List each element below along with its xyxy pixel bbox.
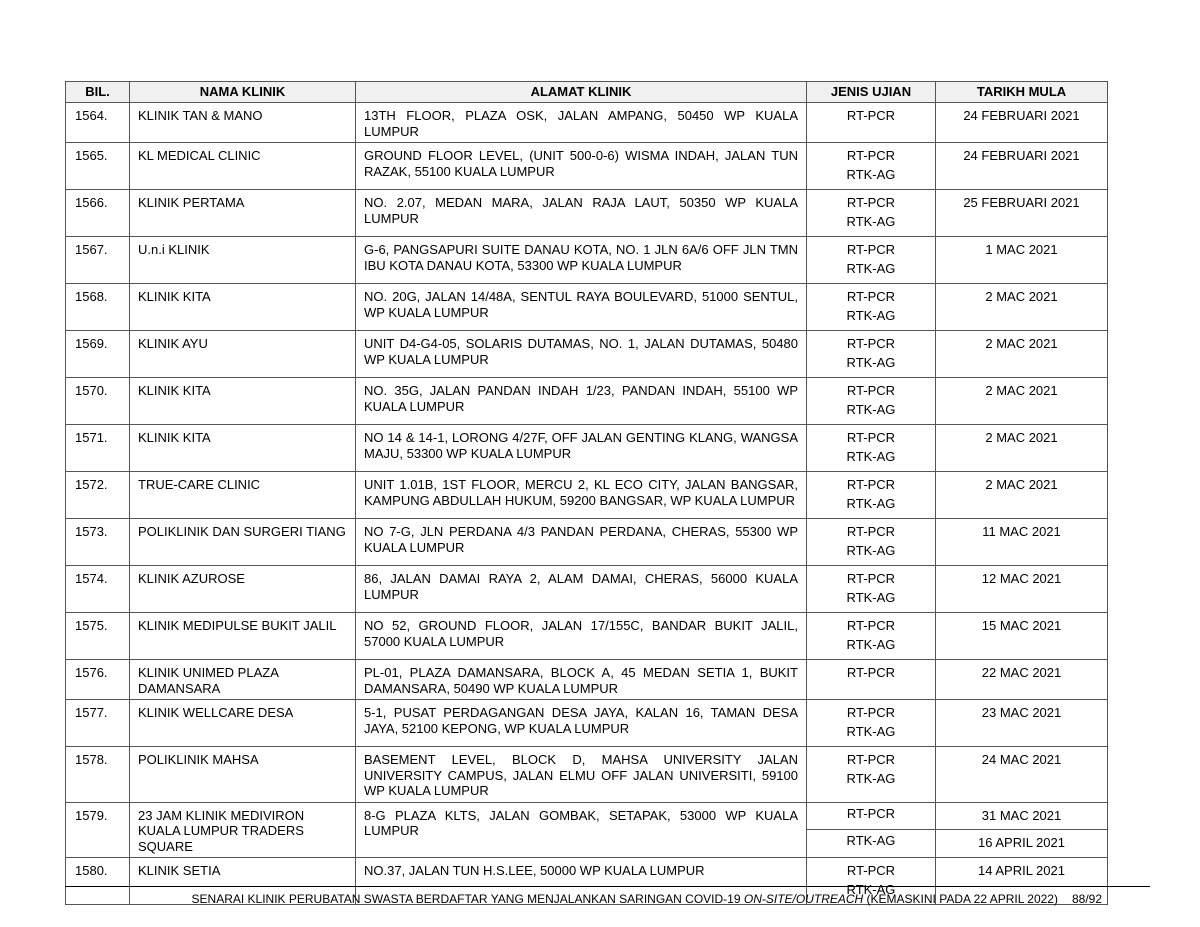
- footer-title: SENARAI KLINIK PERUBATAN SWASTA BERDAFTAR YANG MENJALANKAN SARINGAN COVID-19: [191, 892, 744, 906]
- row-number: 1565.: [66, 143, 130, 190]
- start-date: 2 MAC 2021: [936, 284, 1108, 331]
- test-types: [807, 660, 936, 700]
- table-row: [66, 747, 1108, 803]
- table-row: [66, 802, 1108, 830]
- clinic-address: UNIT D4-G4-05, SOLARIS DUTAMAS, NO. 1, JALAN DUTAMAS, 50480 WP KUALA LUMPUR: [356, 331, 807, 378]
- clinic-name: KLINIK SETIA: [130, 858, 356, 905]
- clinic-name: KLINIK AYU: [130, 331, 356, 378]
- clinic-address: 86, JALAN DAMAI RAYA 2, ALAM DAMAI, CHERAS, 56000 KUALA LUMPUR: [356, 566, 807, 613]
- test-type: RT-PCR: [846, 752, 896, 767]
- table-row: [66, 660, 1108, 700]
- clinic-name: KLINIK TAN & MANO: [130, 103, 356, 143]
- clinic-address: UNIT 1.01B, 1ST FLOOR, MERCU 2, KL ECO CITY, JALAN BANGSAR, KAMPUNG ABDULLAH HUKUM, 59200 BANGSAR, WP KUALA LUMPUR: [356, 472, 807, 519]
- test-type: RT-PCR: [846, 148, 896, 163]
- row-number: 1578.: [66, 747, 130, 803]
- table-row: [66, 519, 1108, 566]
- test-types: [807, 472, 936, 519]
- table-row: [66, 190, 1108, 237]
- clinic-name: POLIKLINIK DAN SURGERI TIANG: [130, 519, 356, 566]
- test-type: RT-PCR: [846, 477, 896, 492]
- clinic-address: PL-01, PLAZA DAMANSARA, BLOCK A, 45 MEDAN SETIA 1, BUKIT DAMANSARA, 50490 WP KUALA LUMPUR: [356, 660, 807, 700]
- table-header-row: [66, 82, 1108, 103]
- row-number: 1570.: [66, 378, 130, 425]
- test-type: RTK-AG: [846, 543, 896, 558]
- clinic-address: NO. 2.07, MEDAN MARA, JALAN RAJA LAUT, 50350 WP KUALA LUMPUR: [356, 190, 807, 237]
- test-type: RTK-AG: [846, 214, 896, 229]
- test-types: [807, 425, 936, 472]
- test-type: RT-PCR: [846, 665, 896, 680]
- clinic-address: 13TH FLOOR, PLAZA OSK, JALAN AMPANG, 50450 WP KUALA LUMPUR: [356, 103, 807, 143]
- test-type: RT-PCR: [846, 430, 896, 445]
- test-types: [807, 103, 936, 143]
- test-type: RTK-AG: [846, 355, 896, 370]
- row-number: 1576.: [66, 660, 130, 700]
- test-types: [807, 700, 936, 747]
- test-type: RTK-AG: [846, 637, 896, 652]
- footer-title-italic: ON-SITE/OUTREACH: [743, 892, 864, 906]
- clinic-address: GROUND FLOOR LEVEL, (UNIT 500-0-6) WISMA INDAH, JALAN TUN RAZAK, 55100 KUALA LUMPUR: [356, 143, 807, 190]
- test-type: RTK-AG: [807, 830, 936, 858]
- test-type: RT-PCR: [846, 571, 896, 586]
- clinic-table: [65, 81, 1108, 905]
- clinic-address: NO 7-G, JLN PERDANA 4/3 PANDAN PERDANA, CHERAS, 55300 WP KUALA LUMPUR: [356, 519, 807, 566]
- start-date: 2 MAC 2021: [936, 378, 1108, 425]
- clinic-name: KLINIK AZUROSE: [130, 566, 356, 613]
- test-types: [807, 613, 936, 660]
- test-type: RTK-AG: [846, 724, 896, 739]
- table-row: [66, 700, 1108, 747]
- test-type: RTK-AG: [846, 261, 896, 276]
- test-type: RTK-AG: [846, 882, 896, 897]
- row-number: 1577.: [66, 700, 130, 747]
- test-type: RTK-AG: [846, 496, 896, 511]
- start-date: 14 APRIL 2021: [936, 858, 1108, 905]
- row-number: 1573.: [66, 519, 130, 566]
- clinic-name: KLINIK PERTAMA: [130, 190, 356, 237]
- test-type: RT-PCR: [846, 195, 896, 210]
- start-date: 24 MAC 2021: [936, 747, 1108, 803]
- clinic-address: 8-G PLAZA KLTS, JALAN GOMBAK, SETAPAK, 53000 WP KUALA LUMPUR: [356, 802, 807, 858]
- clinic-name: KL MEDICAL CLINIC: [130, 143, 356, 190]
- start-date: 2 MAC 2021: [936, 472, 1108, 519]
- start-date: 24 FEBRUARI 2021: [936, 103, 1108, 143]
- header-bil: BIL.: [66, 82, 130, 103]
- row-number: 1575.: [66, 613, 130, 660]
- test-types: [807, 237, 936, 284]
- test-types: [807, 284, 936, 331]
- row-number: 1568.: [66, 284, 130, 331]
- test-types: [807, 747, 936, 803]
- clinic-address: BASEMENT LEVEL, BLOCK D, MAHSA UNIVERSITY JALAN UNIVERSITY CAMPUS, JALAN ELMU OFF JALAN UNIVERSITI, 59100 WP KUALA LUMPUR: [356, 747, 807, 803]
- clinic-address: NO.37, JALAN TUN H.S.LEE, 50000 WP KUALA LUMPUR: [356, 858, 807, 905]
- row-number: 1580.: [66, 858, 130, 905]
- test-type: RT-PCR: [846, 242, 896, 257]
- header-tarikh-mula: TARIKH MULA: [936, 82, 1108, 103]
- test-type: RT-PCR: [807, 802, 936, 830]
- test-type: RT-PCR: [846, 524, 896, 539]
- test-type: RTK-AG: [846, 167, 896, 182]
- table-row: [66, 472, 1108, 519]
- test-type: RTK-AG: [846, 449, 896, 464]
- table-row: [66, 284, 1108, 331]
- clinic-name: KLINIK KITA: [130, 284, 356, 331]
- clinic-name: TRUE-CARE CLINIC: [130, 472, 356, 519]
- row-number: 1579.: [66, 802, 130, 858]
- clinic-address: NO 52, GROUND FLOOR, JALAN 17/155C, BANDAR BUKIT JALIL, 57000 KUALA LUMPUR: [356, 613, 807, 660]
- row-number: 1574.: [66, 566, 130, 613]
- test-types: [807, 519, 936, 566]
- test-type: RTK-AG: [846, 308, 896, 323]
- start-date: 25 FEBRUARI 2021: [936, 190, 1108, 237]
- test-types: [807, 331, 936, 378]
- table-row: [66, 613, 1108, 660]
- clinic-name: POLIKLINIK MAHSA: [130, 747, 356, 803]
- row-number: 1569.: [66, 331, 130, 378]
- start-date: 31 MAC 2021: [936, 802, 1108, 830]
- page-number: 88/92: [1071, 892, 1102, 906]
- row-number: 1572.: [66, 472, 130, 519]
- start-date: 23 MAC 2021: [936, 700, 1108, 747]
- header-alamat-klinik: ALAMAT KLINIK: [356, 82, 807, 103]
- start-date: 2 MAC 2021: [936, 425, 1108, 472]
- row-number: 1567.: [66, 237, 130, 284]
- clinic-name: KLINIK KITA: [130, 378, 356, 425]
- table-row: [66, 143, 1108, 190]
- header-nama-klinik: NAMA KLINIK: [130, 82, 356, 103]
- test-type: RTK-AG: [846, 590, 896, 605]
- clinic-address: NO. 35G, JALAN PANDAN INDAH 1/23, PANDAN INDAH, 55100 WP KUALA LUMPUR: [356, 378, 807, 425]
- clinic-name: U.n.i KLINIK: [130, 237, 356, 284]
- test-type: RTK-AG: [846, 771, 896, 786]
- clinic-address: NO 14 & 14-1, LORONG 4/27F, OFF JALAN GENTING KLANG, WANGSA MAJU, 53300 WP KUALA LUMPUR: [356, 425, 807, 472]
- row-number: 1566.: [66, 190, 130, 237]
- table-row: [66, 331, 1108, 378]
- start-date: 24 FEBRUARI 2021: [936, 143, 1108, 190]
- start-date: 15 MAC 2021: [936, 613, 1108, 660]
- table-row: [66, 237, 1108, 284]
- start-date: 2 MAC 2021: [936, 331, 1108, 378]
- start-date: 12 MAC 2021: [936, 566, 1108, 613]
- start-date: 1 MAC 2021: [936, 237, 1108, 284]
- clinic-name: KLINIK WELLCARE DESA: [130, 700, 356, 747]
- footer-updated: (KEMASKINI PADA 22 APRIL 2022): [863, 892, 1058, 906]
- test-type: RT-PCR: [846, 618, 896, 633]
- header-jenis-ujian: JENIS UJIAN: [807, 82, 936, 103]
- table-row: [66, 378, 1108, 425]
- test-type: RT-PCR: [846, 108, 896, 123]
- row-number: 1571.: [66, 425, 130, 472]
- test-type: RT-PCR: [846, 383, 896, 398]
- clinic-name: 23 JAM KLINIK MEDIVIRON KUALA LUMPUR TRADERS SQUARE: [130, 802, 356, 858]
- row-number: 1564.: [66, 103, 130, 143]
- table-row: [66, 103, 1108, 143]
- table-row: [66, 425, 1108, 472]
- start-date: 22 MAC 2021: [936, 660, 1108, 700]
- table-row: [66, 566, 1108, 613]
- test-type: RT-PCR: [846, 705, 896, 720]
- clinic-name: KLINIK KITA: [130, 425, 356, 472]
- test-type: RT-PCR: [846, 863, 896, 878]
- clinic-name: KLINIK UNIMED PLAZA DAMANSARA: [130, 660, 356, 700]
- clinic-address: NO. 20G, JALAN 14/48A, SENTUL RAYA BOULEVARD, 51000 SENTUL, WP KUALA LUMPUR: [356, 284, 807, 331]
- start-date: 16 APRIL 2021: [936, 830, 1108, 858]
- test-types: [807, 190, 936, 237]
- test-type: RTK-AG: [846, 402, 896, 417]
- page-footer: [0, 892, 1102, 906]
- footer-divider: [65, 886, 1150, 887]
- clinic-address: G-6, PANGSAPURI SUITE DANAU KOTA, NO. 1 JLN 6A/6 OFF JLN TMN IBU KOTA DANAU KOTA, 53300 WP KUALA LUMPUR: [356, 237, 807, 284]
- start-date: 11 MAC 2021: [936, 519, 1108, 566]
- test-type: RT-PCR: [846, 336, 896, 351]
- clinic-name: KLINIK MEDIPULSE BUKIT JALIL: [130, 613, 356, 660]
- test-type: RT-PCR: [846, 289, 896, 304]
- test-types: [807, 143, 936, 190]
- test-types: [807, 566, 936, 613]
- clinic-address: 5-1, PUSAT PERDAGANGAN DESA JAYA, KALAN 16, TAMAN DESA JAYA, 52100 KEPONG, WP KUALA LUMPUR: [356, 700, 807, 747]
- test-types: [807, 378, 936, 425]
